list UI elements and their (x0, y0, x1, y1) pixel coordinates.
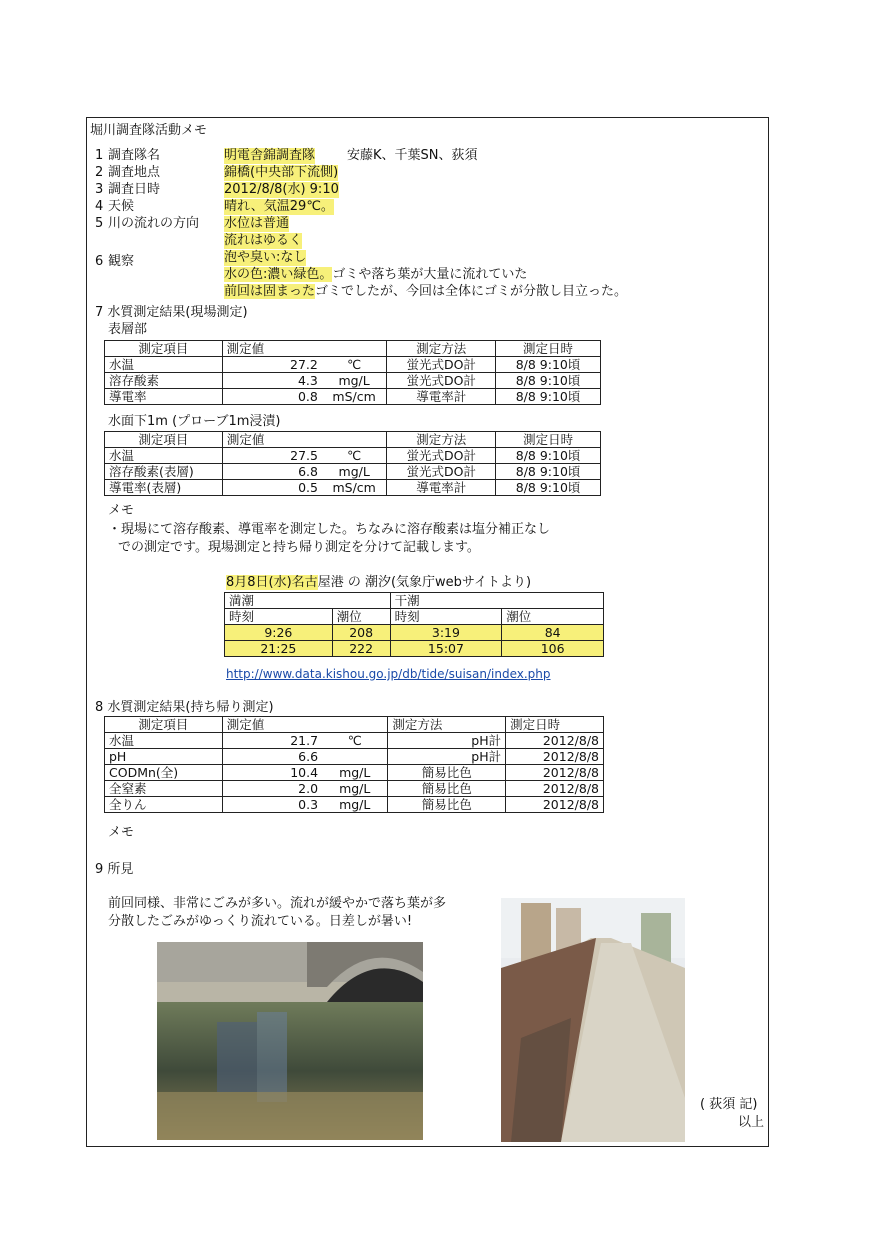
tide-table (224, 592, 604, 657)
table-cell: 2012/8/8 (506, 749, 604, 765)
item-1-label: 調査隊名 (108, 148, 161, 163)
header-cell: 測定日時 (506, 717, 604, 733)
canal-bridge-photo (157, 942, 423, 1140)
table-cell: mg/L (322, 797, 388, 813)
table-cell: 導電率計 (387, 389, 496, 405)
tide-title (226, 575, 531, 591)
tide-title-date: 8月8日(水)名古 (226, 575, 318, 590)
table-cell: 0.3 (222, 797, 322, 813)
table-cell: 3:19 (390, 625, 502, 641)
table-cell: 222 (332, 641, 390, 657)
header-cell: 潮位 (332, 609, 390, 625)
section-7-memo-line-1: ・現場にて溶存酸素、導電率を測定した。ちなみに溶存酸素は塩分補正なし (108, 522, 551, 537)
table-row (225, 641, 604, 657)
item-5-value-2: 流れはゆるく (224, 233, 303, 248)
table-cell: pH (105, 749, 223, 765)
item-3-number: 3 (95, 182, 104, 197)
table-cell: mS/cm (322, 480, 387, 496)
header-cell: 時刻 (390, 609, 502, 625)
table-cell: 2012/8/8 (506, 781, 604, 797)
item-5-value: 水位は普通 (224, 216, 290, 231)
depth-measurement-table (104, 431, 601, 496)
table-cell: 8/8 9:10頃 (496, 389, 601, 405)
table-cell (322, 749, 388, 765)
table-row (105, 480, 601, 496)
table-cell: 8/8 9:10頃 (496, 448, 601, 464)
table-cell: pH計 (388, 733, 506, 749)
table-cell: 導電率計 (387, 480, 496, 496)
table-cell: 84 (502, 625, 604, 641)
table-cell: 2012/8/8 (506, 797, 604, 813)
surface-measurement-table (104, 340, 601, 405)
lab-measurement-table (104, 716, 604, 813)
table-cell: 水温 (105, 448, 223, 464)
table-cell: 106 (502, 641, 604, 657)
table-row (105, 749, 604, 765)
table-row (105, 448, 601, 464)
table-cell: 8/8 9:10頃 (496, 357, 601, 373)
item-5-number: 5 (95, 216, 104, 231)
header-cell: 測定値 (222, 717, 322, 733)
header-cell (322, 717, 388, 733)
header-cell: 測定項目 (105, 432, 223, 448)
table-cell: 21:25 (225, 641, 333, 657)
table-cell: 9:26 (225, 625, 333, 641)
table-cell: mg/L (322, 464, 387, 480)
table-cell: 全りん (105, 797, 223, 813)
table-cell: 0.8 (222, 389, 322, 405)
section-7-depth-label: 水面下1m (プローブ1m浸漬) (108, 414, 281, 429)
table-cell: 2012/8/8 (506, 765, 604, 781)
table-cell: ℃ (322, 448, 387, 464)
table-cell: 2012/8/8 (506, 733, 604, 749)
header-cell: 測定方法 (387, 341, 496, 357)
item-6-label: 観察 (108, 254, 135, 269)
table-header-row (225, 593, 604, 609)
table-cell: 21.7 (222, 733, 322, 749)
table-cell: 全窒素 (105, 781, 223, 797)
section-7-memo-line-2: での測定です。現場測定と持ち帰り測定を分けて記載します。 (118, 540, 480, 555)
header-cell (322, 432, 387, 448)
table-cell: 27.5 (222, 448, 322, 464)
item-1-value: 明電舎錦調査隊 (224, 148, 316, 163)
table-header-row (105, 717, 604, 733)
table-row (105, 781, 604, 797)
table-header-row (225, 609, 604, 625)
canal-view-photo (501, 898, 685, 1142)
header-cell: 測定日時 (496, 432, 601, 448)
item-4-number: 4 (95, 199, 104, 214)
item-6-debris-note: ゴミや落ち葉が大量に流れていた (332, 267, 528, 282)
item-2-label: 調査地点 (108, 165, 161, 180)
section-9-heading: 9 所見 (95, 862, 134, 877)
item-1-members: 安藤K、千葉SN、荻須 (347, 148, 478, 163)
table-cell: 208 (332, 625, 390, 641)
table-cell: 導電率(表層) (105, 480, 223, 496)
item-3-value: 2012/8/8(水) 9:10 (224, 182, 339, 197)
item-6-value-3 (224, 284, 627, 300)
table-row (105, 373, 601, 389)
table-cell: 6.6 (222, 749, 322, 765)
tide-title-source: 屋港 の 潮汐(気象庁webサイトより) (317, 575, 532, 590)
table-cell: 蛍光式DO計 (387, 448, 496, 464)
table-cell: 15:07 (390, 641, 502, 657)
item-6-previous-note: 前回は固まった (224, 284, 316, 299)
table-cell: 4.3 (222, 373, 322, 389)
header-cell: 測定項目 (105, 717, 223, 733)
header-cell: 測定方法 (388, 717, 506, 733)
table-cell: 蛍光式DO計 (387, 464, 496, 480)
author-signature: ( 荻須 記) (700, 1097, 758, 1112)
table-row (105, 733, 604, 749)
table-cell: 導電率 (105, 389, 223, 405)
tide-source-link[interactable]: http://www.data.kishou.go.jp/db/tide/suisan/index.php (226, 667, 551, 681)
item-6-value: 泡や臭い:なし (224, 250, 307, 265)
header-cell: 測定項目 (105, 341, 223, 357)
table-cell: 27.2 (222, 357, 322, 373)
table-cell: 2.0 (222, 781, 322, 797)
table-row (105, 797, 604, 813)
table-cell: pH計 (388, 749, 506, 765)
item-2-number: 2 (95, 165, 104, 180)
table-cell: 0.5 (222, 480, 322, 496)
item-3-label: 調査日時 (108, 182, 161, 197)
item-1-number: 1 (95, 148, 104, 163)
table-cell: 8/8 9:10頃 (496, 480, 601, 496)
item-6-value-2 (224, 267, 527, 283)
table-cell: 蛍光式DO計 (387, 373, 496, 389)
table-header-row (105, 341, 601, 357)
section-7-memo-label: メモ (108, 503, 135, 518)
table-cell: mS/cm (322, 389, 387, 405)
header-cell: 潮位 (502, 609, 604, 625)
header-cell: 干潮 (390, 593, 603, 609)
table-cell: 簡易比色 (388, 797, 506, 813)
item-5-label: 川の流れの方向 (108, 216, 200, 231)
table-cell: 蛍光式DO計 (387, 357, 496, 373)
table-header-row (105, 432, 601, 448)
item-6-number: 6 (95, 254, 104, 269)
document-title: 堀川調査隊活動メモ (90, 123, 208, 138)
table-cell: 簡易比色 (388, 781, 506, 797)
table-cell: ℃ (322, 357, 387, 373)
header-cell: 満潮 (225, 593, 391, 609)
table-cell: 水温 (105, 733, 223, 749)
table-row (105, 389, 601, 405)
table-cell: 10.4 (222, 765, 322, 781)
header-cell: 測定日時 (496, 341, 601, 357)
table-row (225, 625, 604, 641)
table-cell: mg/L (322, 781, 388, 797)
item-4-value: 晴れ、気温29℃。 (224, 199, 334, 214)
table-cell: 水温 (105, 357, 223, 373)
end-mark: 以上 (738, 1115, 765, 1130)
item-6-color-note: 水の色:濃い緑色。 (224, 267, 333, 282)
table-cell: 簡易比色 (388, 765, 506, 781)
section-7-heading: 7 水質測定結果(現場測定) (95, 305, 248, 320)
table-cell: ℃ (322, 733, 388, 749)
section-7-surface-label: 表層部 (108, 322, 148, 337)
table-row (105, 765, 604, 781)
table-cell: mg/L (322, 765, 388, 781)
item-2-value: 錦橋(中央部下流側) (224, 165, 339, 180)
header-cell (322, 341, 387, 357)
table-row (105, 464, 601, 480)
table-cell: 6.8 (222, 464, 322, 480)
item-6-current-note: ゴミでしたが、今回は全体にゴミが分散し目立った。 (315, 284, 628, 299)
table-cell: 8/8 9:10頃 (496, 373, 601, 389)
section-9-text-line-1: 前回同様、非常にごみが多い。流れが緩やかで落ち葉が多 (108, 896, 447, 911)
header-cell: 測定値 (222, 432, 322, 448)
table-cell: CODMn(全) (105, 765, 223, 781)
header-cell: 測定値 (222, 341, 322, 357)
table-cell: 8/8 9:10頃 (496, 464, 601, 480)
header-cell: 時刻 (225, 609, 333, 625)
header-cell: 測定方法 (387, 432, 496, 448)
table-cell: 溶存酸素 (105, 373, 223, 389)
section-8-heading: 8 水質測定結果(持ち帰り測定) (95, 700, 274, 715)
item-4-label: 天候 (108, 199, 135, 214)
section-9-text-line-2: 分散したごみがゆっくり流れている。日差しが暑い! (108, 914, 413, 929)
section-8-memo-label: メモ (108, 825, 135, 840)
table-cell: mg/L (322, 373, 387, 389)
table-cell: 溶存酸素(表層) (105, 464, 223, 480)
table-row (105, 357, 601, 373)
